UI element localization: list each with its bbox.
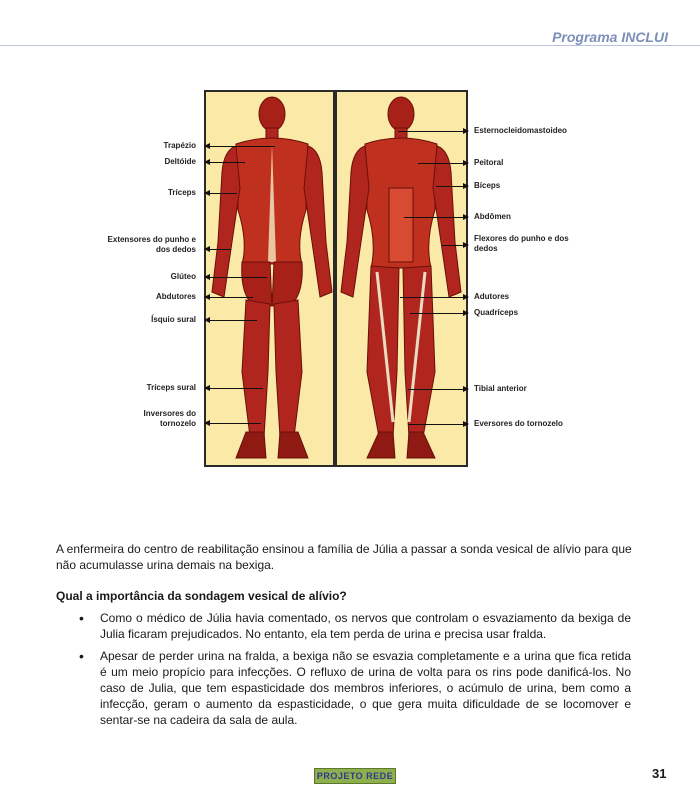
bullet-icon: • [79,648,84,664]
arrow-biceps [436,186,468,187]
arrow-trapezio [205,146,275,147]
label-esternocleidomastoideo: Esternocleidomastoideo [474,126,567,135]
arrow-extensores [205,249,231,250]
label-triceps: Tríceps [167,188,196,197]
header-title: Programa INCLUI [552,29,668,45]
list-item [56,648,631,728]
label-biceps: Bíceps [474,181,501,190]
bullet-text: Como o médico de Júlia havia comentado, os nervos que controlam o esvaziamento da bexiga de Julia ficaram prejudicados. No entanto, ela tem perda de urina e precisa usar fralda. [100,611,631,641]
label-extensores: Extensores do punho e dos dedos [107,235,196,254]
bullet-text: Apesar de perder urina na fralda, a bexiga não se esvazia completamente e a urina que fica retida é um meio propício para infecções. O refluxo de urina de volta para os rins pode danificá-los. No caso de Julia, que tem espasticidade dos membros inferiores, o acúmulo de urina, bem como a infecção, geram o aumento da espasticidade, o que gera muita dificuldade de se locomover e sentar-se na cadeira da sala de aula. [100,649,631,727]
label-isquio-sural: Ísquio sural [151,315,196,324]
arrow-peitoral [418,163,468,164]
arrow-isquio-sural [205,320,257,321]
arrow-abdomen [404,217,468,218]
label-abdomen: Abdômen [474,212,511,221]
arrow-triceps-sural [205,388,263,389]
arrow-quadriceps [410,313,468,314]
front-body-illustration [337,92,468,467]
label-gluteo: Glúteo [170,272,196,281]
label-trapezio: Trapézio [163,141,196,150]
label-triceps-sural: Tríceps sural [146,383,196,392]
label-flexores: Flexores do punho e dos dedos [474,234,569,253]
arrow-abdutores [205,297,253,298]
label-deltoide: Deltóide [164,157,196,166]
arrow-tibial-anterior [408,389,468,390]
back-body-illustration [206,92,335,467]
arrow-gluteo [205,277,267,278]
arrow-triceps [205,193,237,194]
arrow-adutores [400,297,468,298]
arrow-flexores [442,245,468,246]
list-item [56,610,631,642]
arrow-inversores [205,423,261,424]
arrow-deltoide [205,162,245,163]
bullet-icon: • [79,610,84,626]
arrow-eversores [408,424,468,425]
label-tibial-anterior: Tibial anterior [474,384,527,393]
projeto-rede-logo: PROJETO REDE [314,768,396,784]
arrow-esternocleidomastoideo [398,131,468,132]
page-number: 31 [652,766,667,781]
section-question: Qual a importância da sondagem vesical de alívio? [56,589,347,603]
label-inversores: Inversores do tornozelo [143,409,196,428]
label-abdutores: Abdutores [156,292,196,301]
label-eversores: Eversores do tornozelo [474,419,563,428]
intro-paragraph: A enfermeira do centro de reabilitação ensinou a família de Júlia a passar a sonda vesical de alívio para que não acumulasse urina demais na bexiga. [56,542,632,572]
front-view-panel [335,90,468,467]
label-adutores: Adutores [474,292,510,301]
label-peitoral: Peitoral [474,158,504,167]
label-quadriceps: Quadríceps [474,308,519,317]
bullet-list [56,610,631,734]
